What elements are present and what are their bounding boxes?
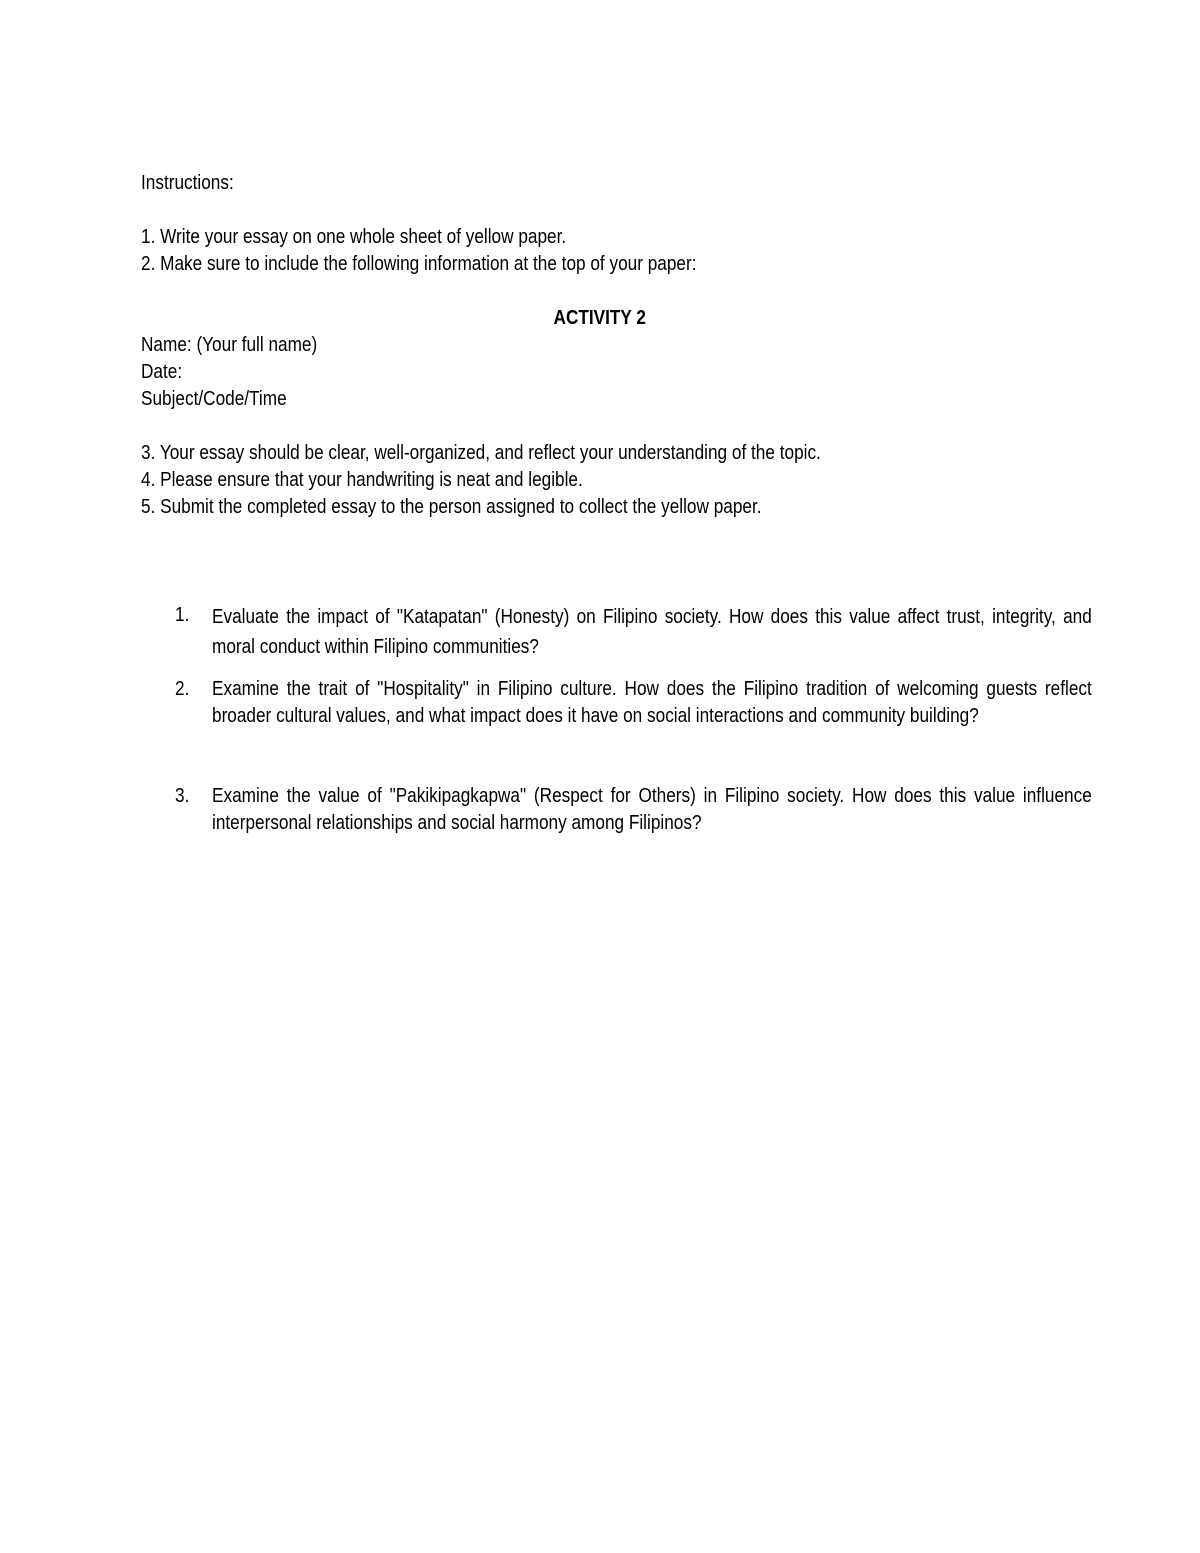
- instructions-heading: Instructions:: [141, 172, 234, 194]
- question-text: Examine the trait of "Hospitality" in Filipino culture. How does the Filipino tradition of welcoming guests reflect broader cultural values, and what impact does it have on social interactions and community building?: [212, 678, 1092, 727]
- activity-title: [0, 305, 1200, 332]
- instruction-step-2: 2. Make sure to include the following information at the top of your paper:: [141, 253, 697, 275]
- instruction-step-3: 3. Your essay should be clear, well-organized, and reflect your understanding of the topic.: [141, 442, 821, 464]
- question-number: 3.: [175, 785, 190, 807]
- activity-title-text: ACTIVITY 2: [553, 307, 647, 329]
- question-text: Evaluate the impact of "Katapatan" (Honesty) on Filipino society. How does this value affect trust, integrity, and moral conduct within Filipino communities?: [212, 606, 1092, 658]
- instruction-step-1: 1. Write your essay on one whole sheet of yellow paper.: [141, 226, 567, 248]
- header-field-subject: Subject/Code/Time: [141, 388, 287, 410]
- question-number: 2.: [175, 678, 190, 700]
- header-field-name: Name: (Your full name): [141, 334, 318, 356]
- question-text: Examine the value of "Pakikipagkapwa" (Respect for Others) in Filipino society. How does this value influence interpersonal relationships and social harmony among Filipinos?: [212, 785, 1092, 834]
- question-number: 1.: [175, 604, 190, 626]
- instruction-step-4: 4. Please ensure that your handwriting is neat and legible.: [141, 469, 583, 491]
- instruction-step-5: 5. Submit the completed essay to the person assigned to collect the yellow paper.: [141, 496, 762, 518]
- header-field-date: Date:: [141, 361, 183, 383]
